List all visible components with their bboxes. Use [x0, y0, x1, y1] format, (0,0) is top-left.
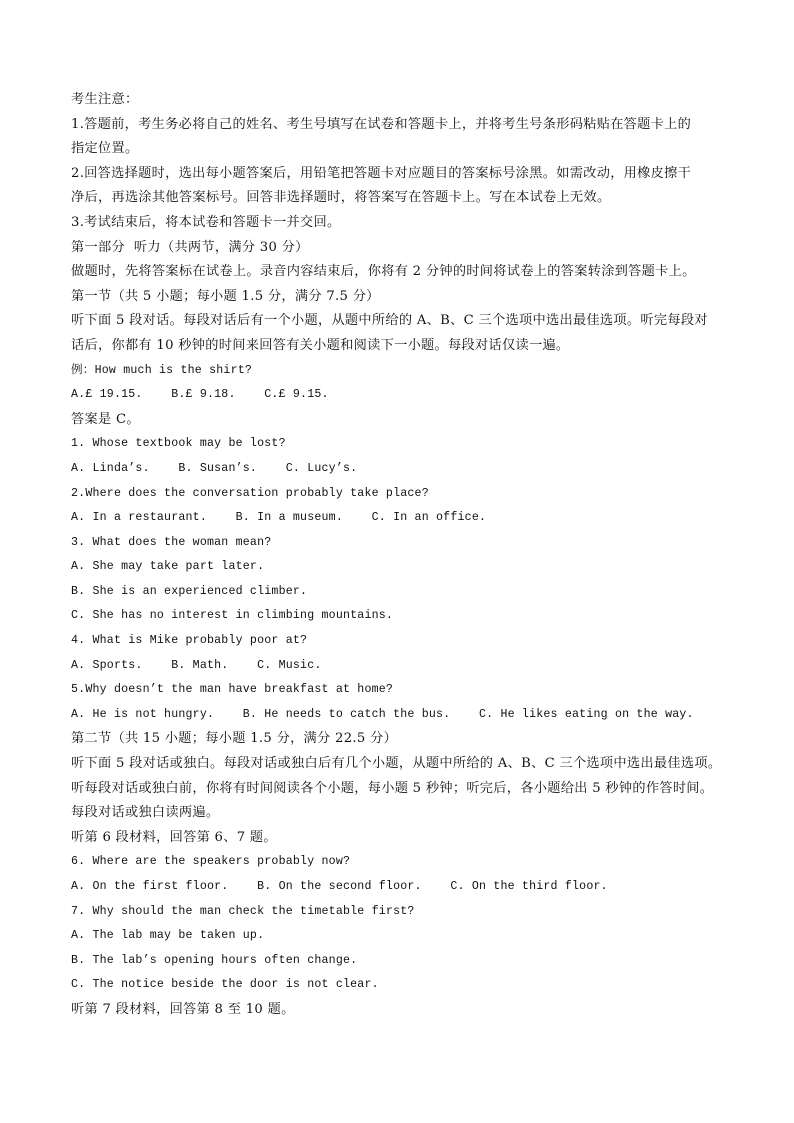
document-line: 2.Where does the conversation probably take place?	[71, 486, 429, 500]
document-line: A. On the first floor. B. On the second floor. C. On the third floor.	[71, 880, 608, 893]
document-line: 指定位置。	[71, 141, 139, 157]
document-line: 听下面 5 段对话。每段对话后有一个小题，从题中所给的 A、B、C 三个选项中选出最佳选项。听完每段对	[71, 313, 708, 329]
document-line: 第一部分 听力（共两节，满分 30 分）	[71, 239, 309, 255]
document-line: 每段对话或独白读两遍。	[71, 805, 220, 821]
document-line: A. In a restaurant. B. In a museum. C. In an office.	[71, 511, 487, 525]
document-line: A. Linda’s. B. Susan’s. C. Lucy’s.	[71, 461, 358, 475]
document-line: 例：How much is the shirt?	[71, 363, 253, 377]
document-line: 听每段对话或独白前，你将有时间阅读各个小题，每小题 5 秒钟；听完后，各小题给出 5 秒钟的作答时间。	[71, 780, 714, 796]
document-line: 3.考试结束后，将本试卷和答题卡一并交回。	[71, 214, 341, 230]
document-line: 4. What is Mike probably poor at?	[71, 634, 308, 648]
document-line: B. She is an experienced climber.	[71, 584, 308, 598]
document-line: 考生注意：	[71, 92, 139, 107]
document-line: A.£ 19.15. B.£ 9.18. C.£ 9.15.	[71, 388, 329, 402]
document-line: 净后，再选涂其他答案标号。回答非选择题时，将答案写在答题卡上。写在本试卷上无效。	[71, 190, 611, 206]
document-line: A. He is not hungry. B. He needs to catch the bus. C. He likes eating on the way.	[71, 707, 694, 721]
document-line: 1.答题前，考生务必将自己的姓名、考生号填写在试卷和答题卡上，并将考生号条形码粘贴在答题卡上的	[71, 116, 692, 132]
document-line: A. The lab may be taken up.	[71, 929, 265, 943]
document-line: 7. Why should the man check the timetable first?	[71, 904, 415, 918]
document-line: 话后，你都有 10 秒钟的时间来回答有关小题和阅读下一小题。每段对话仅读一遍。	[71, 337, 570, 353]
document-line: 听下面 5 段对话或独白。每段对话或独白后有几个小题，从题中所给的 A、B、C 三个选项中选出最佳选项。	[71, 756, 722, 772]
document-line: 3. What does the woman mean?	[71, 535, 272, 549]
document-line: C. The notice beside the door is not clear.	[71, 978, 379, 992]
document-line: 2.回答选择题时，选出每小题答案后，用铅笔把答题卡对应题目的答案标号涂黑。如需改动，用橡皮擦干	[71, 165, 692, 181]
document-line: A. Sports. B. Math. C. Music.	[71, 658, 322, 672]
document-line: 1. Whose textbook may be lost?	[71, 437, 286, 451]
document-line: 第一节（共 5 小题；每小题 1.5 分，满分 7.5 分）	[71, 288, 380, 304]
document-line: C. She has no interest in climbing mountains.	[71, 609, 394, 623]
document-line: B. The lab’s opening hours often change.	[71, 953, 358, 967]
document-line: 5.Why doesn’t the man have breakfast at home?	[71, 683, 394, 697]
document-line: 做题时，先将答案标在试卷上。录音内容结束后，你将有 2 分钟的时间将试卷上的答案转涂到答题卡上。	[71, 264, 696, 280]
document-line: 听第 6 段材料，回答第 6、7 题。	[71, 829, 277, 845]
document-line: 答案是 C。	[71, 411, 140, 427]
document-line: A. She may take part later.	[71, 560, 265, 574]
document-line: 6. Where are the speakers probably now?	[71, 855, 351, 869]
exam-document	[71, 88, 741, 1023]
document-line: 听第 7 段材料，回答第 8 至 10 题。	[71, 1001, 295, 1017]
document-line: 第二节（共 15 小题；每小题 1.5 分，满分 22.5 分）	[71, 731, 398, 747]
